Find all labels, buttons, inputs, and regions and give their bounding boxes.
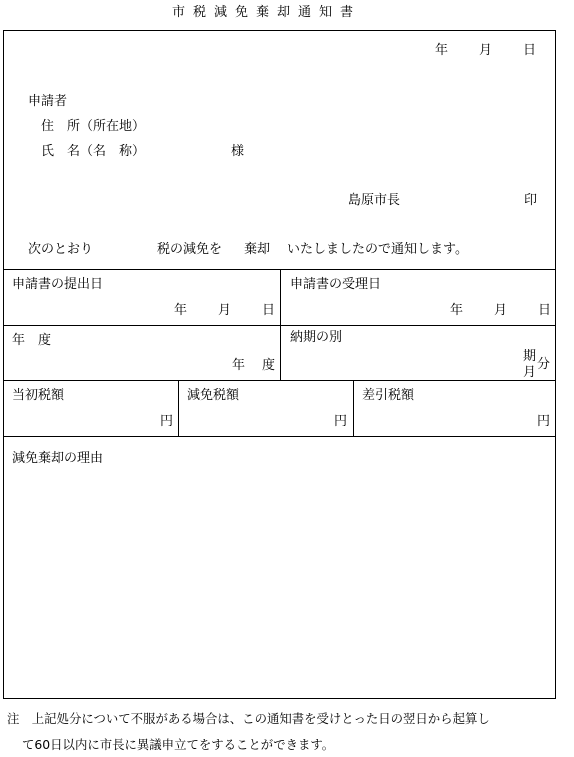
seal-mark: 印	[524, 193, 538, 208]
submission-date-label: 申請書の提出日	[12, 277, 104, 292]
applicant-heading: 申請者	[28, 94, 68, 109]
address-label: 住 所（所在地）	[41, 119, 146, 134]
installment-tsuki: 月	[523, 365, 537, 380]
fiscal-year-unit-degree: 度	[262, 358, 276, 373]
receipt-date-label: 申請書の受理日	[290, 277, 382, 292]
notice-part1: 次のとおり	[28, 242, 94, 257]
document-title: 市税減免棄却通知書	[172, 5, 362, 20]
footnote-line1: 注 上記処分について不服がある場合は、この通知書を受けとった日の翌日から起算し	[7, 711, 490, 726]
difference-tax-label: 差引税額	[362, 388, 415, 403]
issue-date-year: 年	[435, 43, 449, 58]
column-divider	[280, 269, 281, 380]
reduced-tax-unit: 円	[334, 414, 348, 429]
column-divider	[178, 380, 179, 436]
fiscal-year-label: 年 度	[12, 333, 52, 348]
divider	[3, 380, 556, 381]
reason-label: 減免棄却の理由	[12, 451, 104, 466]
original-tax-label: 当初税額	[12, 388, 65, 403]
reduced-tax-label: 減免税額	[187, 388, 240, 403]
notice-part4: いたしましたので通知します。	[287, 242, 468, 257]
notice-part2: 税の減免を	[157, 242, 223, 257]
submission-year: 年	[174, 303, 188, 318]
receipt-day: 日	[538, 303, 552, 318]
receipt-year: 年	[450, 303, 464, 318]
divider	[3, 436, 556, 437]
issue-date-day: 日	[523, 43, 537, 58]
installment-ki: 期	[523, 349, 537, 364]
footnote-line2: て60日以内に市長に異議申立てをすることができます。	[22, 737, 335, 752]
submission-day: 日	[262, 303, 276, 318]
difference-tax-unit: 円	[537, 414, 551, 429]
name-label: 氏 名（名 称）	[41, 144, 146, 159]
installment-fun: 分	[537, 357, 551, 372]
submission-month: 月	[218, 303, 232, 318]
issue-date-month: 月	[479, 43, 493, 58]
issuer-name: 島原市長	[348, 193, 401, 208]
installment-label: 納期の別	[290, 330, 343, 345]
fiscal-year-unit-year: 年	[232, 358, 246, 373]
column-divider	[353, 380, 354, 436]
honorific: 様	[231, 144, 245, 159]
original-tax-unit: 円	[160, 414, 174, 429]
receipt-month: 月	[494, 303, 508, 318]
notice-part3: 棄却	[244, 242, 271, 257]
